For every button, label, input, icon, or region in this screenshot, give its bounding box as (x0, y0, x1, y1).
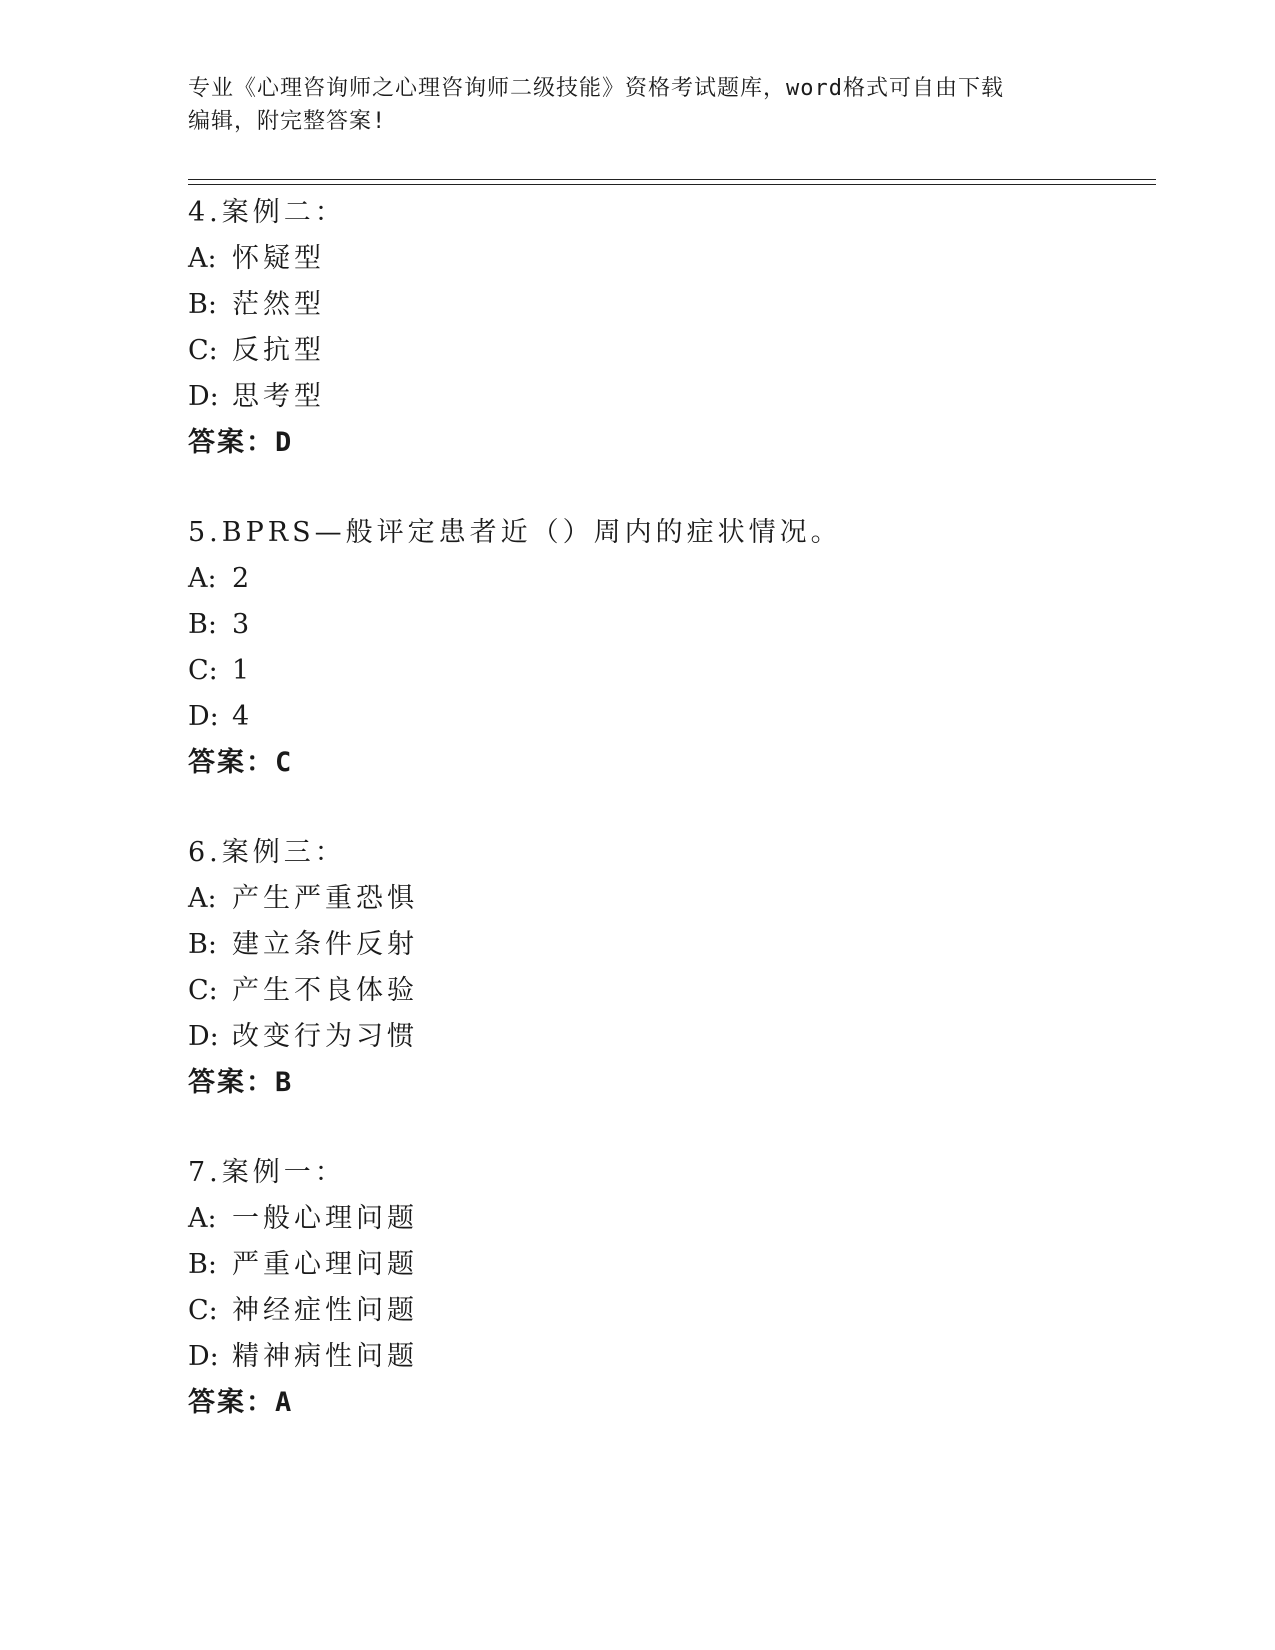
answer-line (188, 420, 1148, 466)
answer-label: 答案： (188, 1067, 275, 1098)
option-letter: B: (188, 1249, 217, 1280)
option-text: 思考型 (232, 381, 325, 412)
option-text: 怀疑型 (232, 243, 325, 274)
question-list (188, 190, 1148, 1470)
option-letter: B: (188, 929, 217, 960)
answer-label: 答案： (188, 747, 275, 778)
option-text: 3 (232, 609, 254, 640)
option-c (188, 328, 1148, 374)
option-text: 严重心理问题 (232, 1249, 418, 1280)
header-line-1: 专业《心理咨询师之心理咨询师二级技能》资格考试题库，word格式可自由下载 (188, 76, 1004, 101)
option-text: 改变行为习惯 (232, 1021, 418, 1052)
option-text: 产生严重恐惧 (232, 883, 418, 914)
option-c (188, 968, 1148, 1014)
option-text: 2 (232, 563, 254, 594)
option-text: 反抗型 (232, 335, 325, 366)
answer-line (188, 1380, 1148, 1426)
option-c (188, 1288, 1148, 1334)
option-letter: D: (188, 381, 219, 412)
answer-value: B (275, 1067, 292, 1098)
option-b (188, 922, 1148, 968)
question-4 (188, 190, 1148, 466)
option-letter: A: (188, 563, 217, 594)
option-text: 产生不良体验 (232, 975, 418, 1006)
question-6 (188, 830, 1148, 1106)
option-letter: D: (188, 1341, 219, 1372)
option-letter: B: (188, 609, 217, 640)
option-letter: A: (188, 243, 217, 274)
option-letter: C: (188, 1295, 218, 1326)
option-letter: C: (188, 335, 218, 366)
option-letter: C: (188, 975, 218, 1006)
option-c (188, 648, 1148, 694)
header-divider-bottom (188, 184, 1156, 185)
option-letter: C: (188, 655, 218, 686)
option-letter: A: (188, 883, 217, 914)
answer-label: 答案： (188, 1387, 275, 1418)
option-a (188, 1196, 1148, 1242)
option-text: 一般心理问题 (232, 1203, 418, 1234)
option-letter: D: (188, 701, 219, 732)
option-letter: D: (188, 1021, 219, 1052)
question-7 (188, 1150, 1148, 1426)
option-d (188, 1014, 1148, 1060)
answer-value: C (275, 747, 292, 778)
option-b (188, 602, 1148, 648)
answer-label: 答案： (188, 427, 275, 458)
option-b (188, 282, 1148, 328)
question-stem: 6.案例三： (188, 837, 346, 868)
question-stem: 5.BPRS—般评定患者近（）周内的症状情况。 (188, 517, 842, 548)
option-letter: A: (188, 1203, 217, 1234)
question-5 (188, 510, 1148, 786)
question-stem: 7.案例一： (188, 1157, 346, 1188)
header-divider-top (188, 179, 1156, 180)
option-d (188, 374, 1148, 420)
option-a (188, 556, 1148, 602)
option-letter: B: (188, 289, 217, 320)
answer-value: D (275, 427, 292, 458)
option-text: 1 (232, 655, 254, 686)
option-text: 神经症性问题 (232, 1295, 418, 1326)
option-b (188, 1242, 1148, 1288)
option-a (188, 236, 1148, 282)
answer-line (188, 1060, 1148, 1106)
option-text: 精神病性问题 (232, 1341, 418, 1372)
option-d (188, 694, 1148, 740)
option-text: 4 (232, 701, 254, 732)
document-header (188, 72, 1088, 138)
option-text: 茫然型 (232, 289, 325, 320)
option-a (188, 876, 1148, 922)
answer-value: A (275, 1387, 292, 1418)
answer-line (188, 740, 1148, 786)
question-stem: 4.案例二： (188, 197, 346, 228)
option-text: 建立条件反射 (232, 929, 418, 960)
header-line-2: 编辑，附完整答案! (188, 109, 387, 134)
option-d (188, 1334, 1148, 1380)
